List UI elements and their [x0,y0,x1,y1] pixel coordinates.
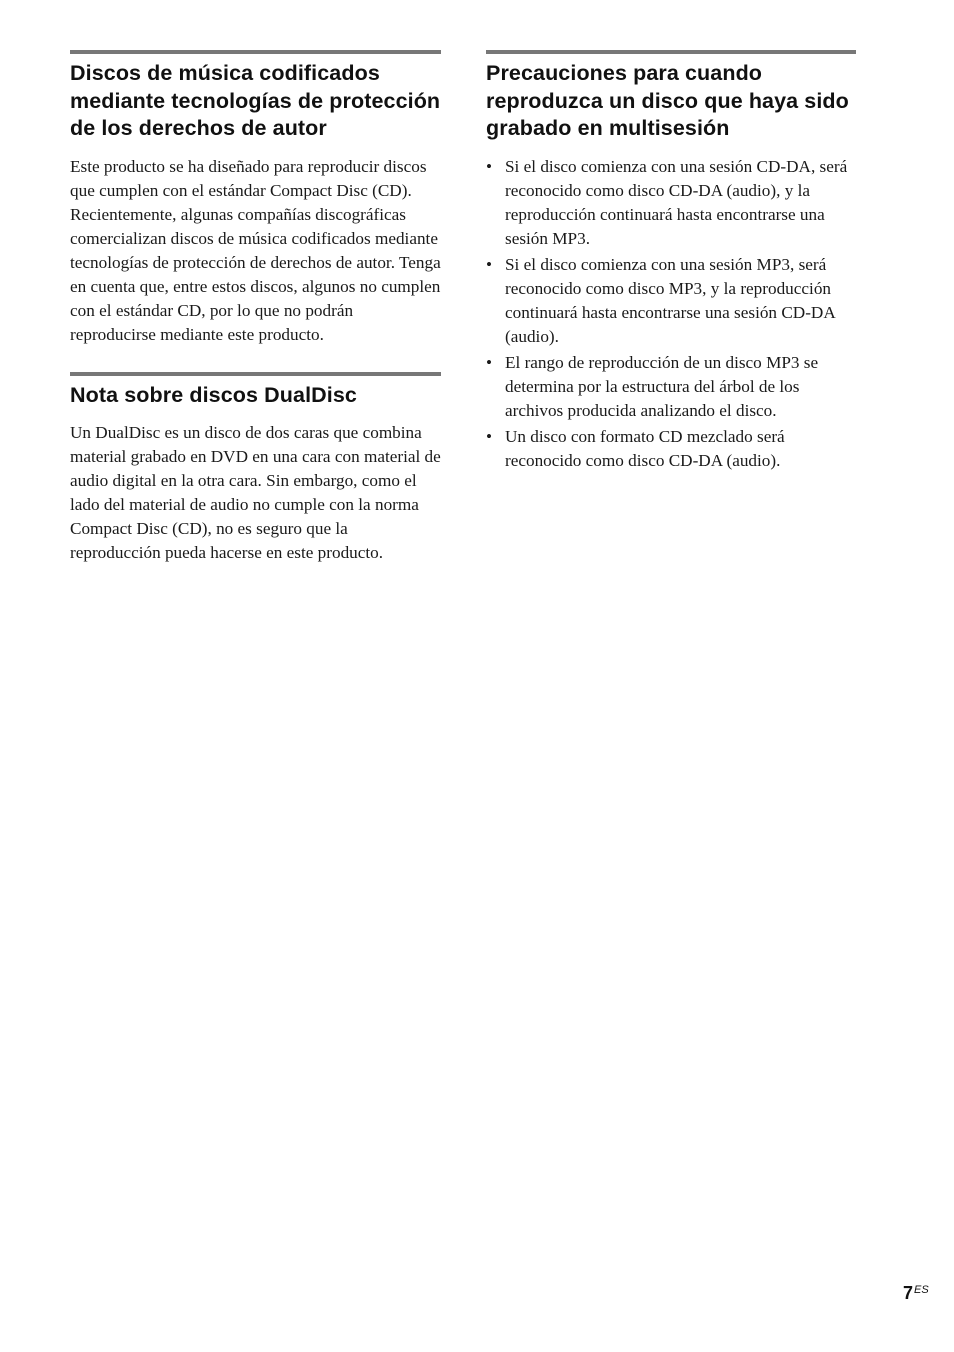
list-item-text: El rango de reproducción de un disco MP3 se determina por la estructura del árbol de los archivos producida analizando el disco. [505,352,819,420]
section-title: Precauciones para cuando reproduzca un disco que haya sido grabado en multisesión [486,61,849,140]
section-body: Este producto se ha diseñado para reproducir discos que cumplen con el estándar Compact Disc (CD). Recientemente, algunas compañías discográficas comercializan discos de música codificados mediante tecnologías de protección de derechos de autor. Tenga en cuenta que, entre estos discos, algunos no cumplen con el estándar CD, por lo que no podrán reproducirse mediante este producto. [70,156,441,344]
section-copy-protection [70,50,441,347]
list-item [486,351,856,423]
bullet-list [486,155,856,473]
list-item [486,425,856,473]
section-dualdisc [70,372,441,566]
section-rule [486,50,856,54]
left-column [70,50,441,565]
section-body: Un DualDisc es un disco de dos caras que combina material grabado en DVD en una cara con material de audio digital en la otra cara. Sin embargo, como el lado del material de audio no cumple con la norma Compact Disc (CD), no es seguro que la reproducción pueda hacerse en este producto. [70,423,441,562]
bullet-icon: • [486,156,493,176]
page-language-suffix: ES [914,1284,929,1296]
bullet-icon: • [486,426,493,446]
list-item [486,155,856,251]
section-rule [70,50,441,54]
list-item-text: Un disco con formato CD mezclado será reconocido como disco CD-DA (audio). [505,426,785,470]
section-rule [70,372,441,376]
section-multisession [486,50,856,473]
page-number [903,1283,929,1304]
right-column [486,50,856,475]
list-item-text: Si el disco comienza con una sesión MP3, será reconocido como disco MP3, y la reproducción continuará hasta encontrarse una sesión CD-DA (audio). [505,254,835,346]
section-title: Nota sobre discos DualDisc [70,382,357,407]
section-title: Discos de música codificados mediante tecnologías de protección de los derechos de autor [70,61,441,140]
bullet-icon: • [486,254,493,274]
list-item-text: Si el disco comienza con una sesión CD-DA, será reconocido como disco CD-DA (audio), y la reproducción continuará hasta encontrarse una sesión MP3. [505,156,848,248]
page-number-value: 7 [903,1283,914,1303]
bullet-icon: • [486,352,493,372]
list-item [486,253,856,349]
